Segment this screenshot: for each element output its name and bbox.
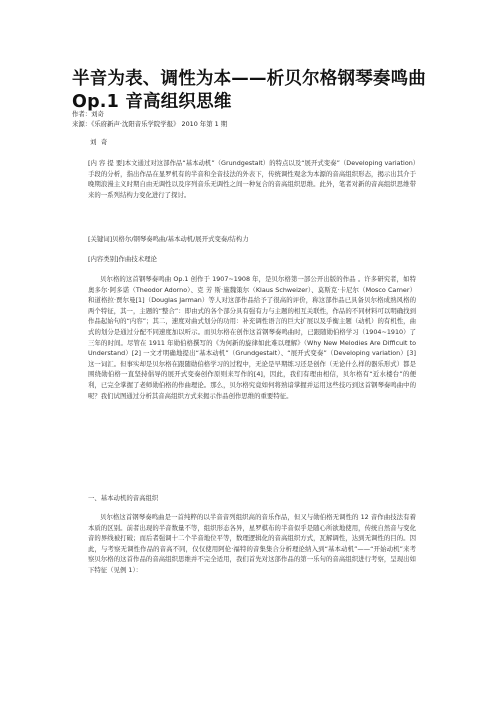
author-line: 作者：刘奇	[72, 110, 104, 118]
category-line: [内容类别]作曲技术理论	[88, 255, 157, 263]
source-line: 来源：《乐府新声·沈阳音乐学院学报》 2010 年第 1 期	[72, 120, 228, 128]
body-paragraph: 贝尔格这首钢琴奏鸣曲是一首纯粹的以半音音列组织高的音乐作品，但又与勋伯格无调性的 12 音作曲技法有着本质的区别。前者出现的半音数量不等，组织形态各异，星罗棋布的半音似乎是随心所欲地使用，传统自然音与变化音的界线被打破；而后者强调十二个半音地位平等，数理逻辑化的音高组织方式，瓦解调性，达到无调性的目的。因此，与考察无调性作品的音高不同，仅仅使用阿伦·福特的音集集合分析理论纳入到“基本动机”——“开始动机”来考察贝尔格的这首作品的音高组织思维并不完全适用，我们首先对这部作品的第一乐句的音高组织进行考察，呈现出如下特征（见例 1）：	[88, 513, 416, 574]
keywords-line: [关键词]贝格尔/钢琴奏鸣曲/基本动机/展开式变奏/结构力	[88, 235, 249, 243]
page-title: 半音为表、调性为本——析贝尔格钢琴奏鸣曲 Op.1 音高组织思维	[72, 69, 426, 112]
author-name: 刘 奇	[90, 138, 109, 146]
abstract-paragraph: [内 容 提 要]本文通过对这部作品“基本动机”（Grundgestalt）的特点以及“展开式变奏”（Developing variation）手段的分析，指出作品在显罗机有的半音和全音技法的外表下，传统调性观念为本源的音高组织形态，揭示出其介于晚期浪漫主义时期自由无调性以及序列音乐无调性之间一种复合的音高组织思维。此外，笔者对新的音高组织思维带来的一系列结构力变化进行了探讨。	[88, 159, 416, 199]
intro-paragraph: 贝尔格的这首钢琴奏鸣曲 Op.1 创作于 1907~1908 年，是贝尔格第一部公开出版的作品 。许多研究者，如特奥多尔·阿多诺（Theodor Adorno）、克 芳 斯·施魏策尔（Klaus Schweizer）、莫斯克·卡尼尔（Mosco Carner）和道格拉·贾尔曼[1]（Douglas Jarman）等人对这部作品给予了很高的评价，称这部作品已具备贝尔格成熟风格的两个特征，其一，主题的“整合”：即由式的各个部分具有强有力与主题的相互关联性，作品的不同材料可以明确找到作品起始句的“内容”；其二，速度对曲式划分的功用：补充调性语言的巨大扩展以及乎衡主题（动机）的有机性，曲式的划分是通过分配不同速度加以听示。而贝尔格在创作这首钢琴奏鸣曲时，已跟随勋伯格学习（1904~1910）了三年的时间。尽管在 1911 年勋伯格撰写的《为何新的旋律如此难以理解》（Why New Melodies Are Difficult to Understand）[2] 一文才明确地提出“基本动机”（Grundgestalt）、“展开式变奏”（Developing variation）[3] 这一词汇。但事实却是贝尔格在跟随勋伯格学习的过程中，无论是早期练习还是创作（无论什么样的器乐形式）都是围绕勋伯格一直坚持倡导的展开式变奏创作原则来写作的[4]，因此，我们有理由相信，贝尔格有“近水楼台”的便利，已完全掌握了老师勋伯格的作曲理论。那么，贝尔格究竟如何将熟谙掌握并运用这些技巧到这首钢琴奏鸣曲中的呢？我们试图通过分析其音高组织方式来揭示作品创作思维的重要特征。	[88, 275, 416, 400]
section-heading: 一、基本动机的音高组织	[88, 494, 159, 502]
